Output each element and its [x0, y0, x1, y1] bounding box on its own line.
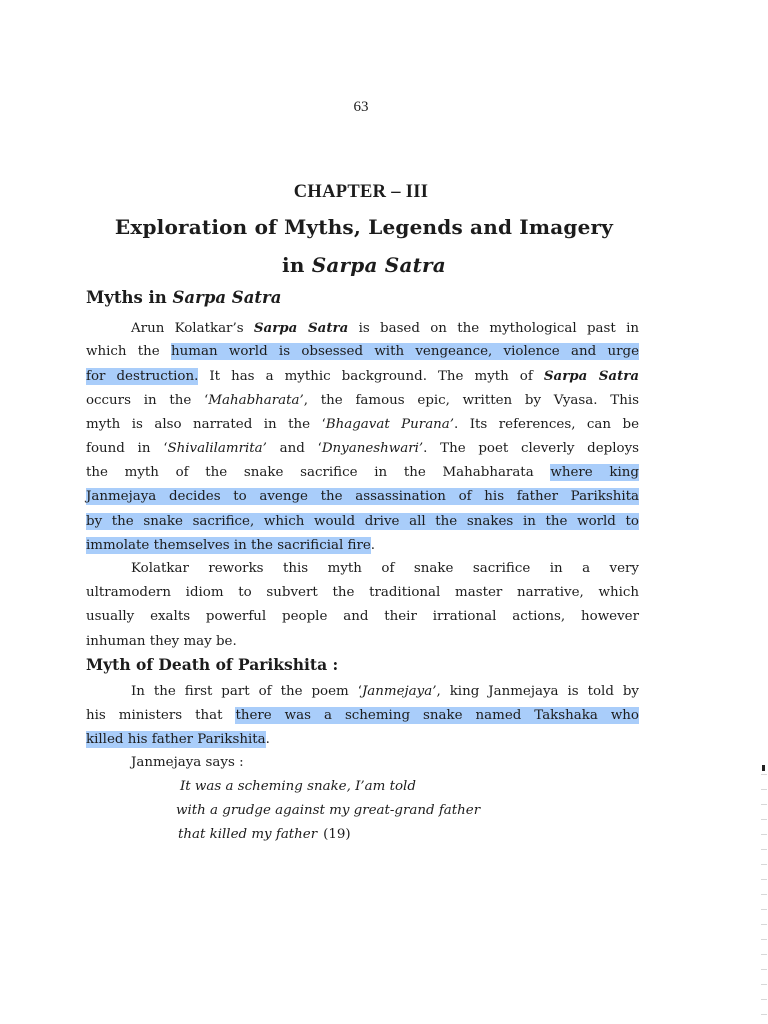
- text-run-italic: Janmejaya’: [361, 684, 437, 699]
- paragraph-line: [86, 510, 639, 534]
- text-run-italic: Mahabharata’: [208, 392, 304, 408]
- paragraph-line: [86, 485, 639, 509]
- citation: (19): [323, 827, 351, 842]
- paragraph-line: inhuman they may be.: [86, 633, 237, 649]
- paragraph-line: [86, 340, 639, 364]
- text-run-italic: Dnyaneshwari’: [321, 440, 424, 456]
- text-run-bold-italic: Sarpa Satra: [253, 320, 349, 336]
- title-prefix: in: [282, 253, 312, 277]
- heading-italic: Sarpa Satra: [172, 288, 282, 307]
- text-run: the myth of the snake sacrifice in the Mahabharata: [86, 465, 551, 481]
- paragraph-kolatkar: [86, 557, 639, 654]
- text-run-italic: Shivalilamrita’: [167, 440, 267, 456]
- highlighted-text: Janmejaya decides to avenge the assassination of his father Parikshita: [86, 489, 639, 505]
- paragraph-line: [86, 534, 639, 558]
- text-run: is based on the mythological past in: [348, 321, 639, 336]
- text-run: his ministers that: [86, 708, 236, 724]
- text-run-bold-italic: Sarpa Satra: [543, 368, 640, 385]
- text-run: It has a mythic background. The myth of: [198, 369, 544, 385]
- paragraph-line: [86, 728, 639, 752]
- highlighted-text: by the snake sacrifice, which would drive all the snakes in the world to: [86, 513, 639, 529]
- text-run: In the first part of the poem ‘: [131, 684, 362, 699]
- section-heading-myths: [86, 288, 281, 307]
- highlighted-text: there was a scheming snake named Takshaka who: [235, 708, 639, 724]
- quote-intro: Janmejaya says :: [131, 755, 244, 770]
- text-run: myth is also narrated in the ‘: [86, 416, 326, 432]
- paragraph-line: ultramodern idiom to subvert the traditional master narrative, which: [86, 585, 639, 601]
- highlighted-text: where king: [550, 465, 639, 481]
- text-run: which the: [86, 344, 172, 360]
- section-heading-parikshita: Myth of Death of Parikshita :: [86, 655, 339, 674]
- title-italic: Sarpa Satra: [311, 253, 446, 277]
- verse-line: [178, 827, 351, 842]
- paragraph-line: [86, 704, 639, 728]
- paragraph-line: [86, 389, 639, 413]
- text-run: .: [370, 537, 376, 553]
- text-run: , king Janmejaya is told by: [436, 684, 639, 699]
- scan-edge-shadow: [761, 760, 767, 1020]
- text-run: occurs in the ‘: [86, 392, 209, 408]
- verse-text: that killed my father: [178, 827, 318, 842]
- chapter-label: CHAPTER – III: [293, 182, 429, 202]
- chapter-title-line-1: Exploration of Myths, Legends and Imagery: [114, 215, 614, 239]
- page-number: 63: [353, 99, 369, 115]
- chapter-title-line-2: [0, 253, 728, 277]
- paragraph-line: [86, 680, 639, 704]
- paragraph-parikshita: [86, 680, 639, 753]
- highlighted-text: killed his father Parikshita: [86, 732, 266, 748]
- text-run: Arun Kolatkar’s: [131, 321, 254, 336]
- paragraph-line: Kolatkar reworks this myth of snake sacrifice in a very: [131, 561, 639, 576]
- heading-prefix: Myths in: [86, 288, 173, 307]
- text-run: and ‘: [266, 440, 322, 456]
- paragraph-line: [86, 437, 639, 461]
- verse-line: It was a scheming snake, I’am told: [180, 779, 416, 794]
- highlighted-text: immolate themselves in the sacrificial fire: [86, 537, 371, 553]
- paragraph-myths: [86, 316, 639, 558]
- text-run: found in ‘: [86, 440, 168, 456]
- paragraph-line: usually exalts powerful people and their irrational actions, however: [86, 609, 639, 625]
- text-run: .: [265, 732, 270, 748]
- highlighted-text: human world is obsessed with vengeance, violence and urge: [171, 344, 640, 360]
- text-run: . Its references, can be: [454, 416, 640, 432]
- text-run-italic: Bhagavat Purana’: [325, 416, 455, 432]
- verse-line: with a grudge against my great-grand father: [176, 803, 481, 818]
- text-run: , the famous epic, written by Vyasa. This: [303, 392, 639, 408]
- highlighted-text: for destruction.: [86, 369, 199, 385]
- text-run: . The poet cleverly deploys: [423, 440, 640, 456]
- paragraph-line: [86, 316, 639, 340]
- paragraph-line: [86, 461, 639, 485]
- paragraph-line: [86, 413, 639, 437]
- paragraph-line: [86, 364, 639, 388]
